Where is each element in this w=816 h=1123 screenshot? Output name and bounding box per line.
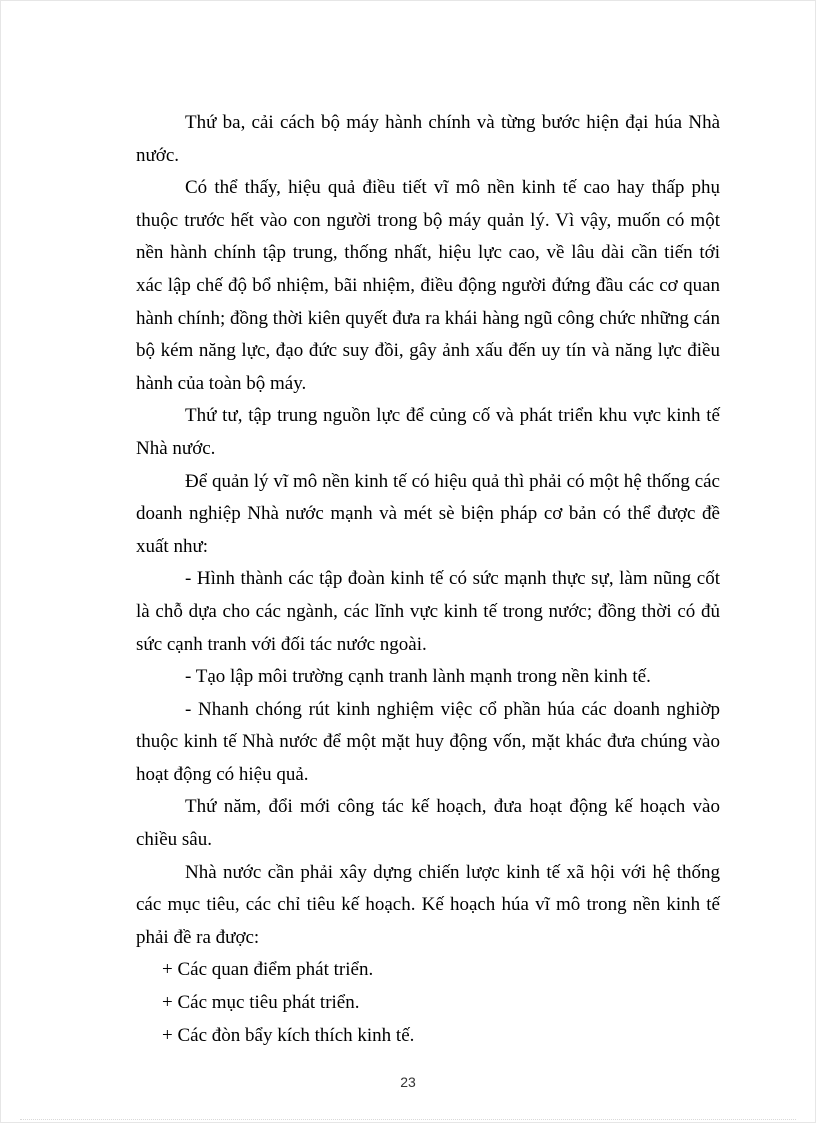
paragraph-tao-lap: - Tạo lập môi trường cạnh tranh lành mạnh trong nền kinh tế. [185, 666, 651, 688]
paragraph-hieu-qua: Có thể thấy, hiệu quả điều tiết vĩ mô nền kinh tế cao hay thấp phụ thuộc trước hết vào con người trong bộ máy quản lý. Vì vậy, muốn có một nền hành chính tập trung, thống nhất, hiệu lực cao, về lâu dài cần tiến tới xác lập chế độ bổ nhiệm, bãi nhiệm, điều động người đứng đầu các cơ quan hành chính; đồng thời kiên quyết đưa ra khái hàng ngũ công chức những cán bộ kém năng lực, đạo đức suy đồi, gây ảnh xấu đến uy tín và năng lực điều hành của toàn bộ máy. [136, 177, 720, 394]
page-bottom-divider [20, 1119, 796, 1120]
paragraph-thu-nam: Thứ năm, đổi mới công tác kế hoạch, đưa hoạt động kế hoạch vào chiều sâu. [136, 796, 720, 851]
paragraph-nhanh-chong: - Nhanh chóng rút kinh nghiệm việc cổ phần húa các doanh nghiờp thuộc kinh tế Nhà nước để một mặt huy động vốn, mặt khác đưa chúng vào hoạt động có hiệu quả. [136, 698, 720, 785]
page-number: 23 [400, 1074, 416, 1090]
paragraph-thu-tu: Thứ tư, tập trung nguồn lực để củng cố và phát triển khu vực kinh tế Nhà nước. [136, 405, 720, 459]
list-item-quan-diem: + Các quan điểm phát triển. [162, 959, 374, 981]
paragraph-nha-nuoc: Nhà nước cần phải xây dựng chiến lược kinh tế xã hội với hệ thống các mục tiêu, các chỉ tiêu kế hoạch. Kế hoạch húa vĩ mô trong nền kinh tế phải đề ra được: [136, 861, 720, 948]
list-item-don-bay: + Các đòn bẩy kích thích kinh tế. [162, 1024, 415, 1046]
document-body [136, 107, 720, 1052]
paragraph-thu-ba: Thứ ba, cải cách bộ máy hành chính và từng bước hiện đại húa Nhà nước. [136, 112, 720, 166]
paragraph-hinh-thanh: - Hình thành các tập đoàn kinh tế có sức mạnh thực sự, làm nũng cốt là chỗ dựa cho các ngành, các lĩnh vực kinh tế trong nước; đồng thời có đủ sức cạnh tranh với đối tác nước ngoài. [136, 568, 720, 655]
paragraph-de-quan-ly: Để quản lý vĩ mô nền kinh tế có hiệu quả thì phải có một hệ thống các doanh nghiệp Nhà nước mạnh và mét sè biện pháp cơ bản có thể được đề xuất như: [136, 470, 720, 557]
list-item-muc-tieu: + Các mục tiêu phát triển. [162, 992, 360, 1014]
